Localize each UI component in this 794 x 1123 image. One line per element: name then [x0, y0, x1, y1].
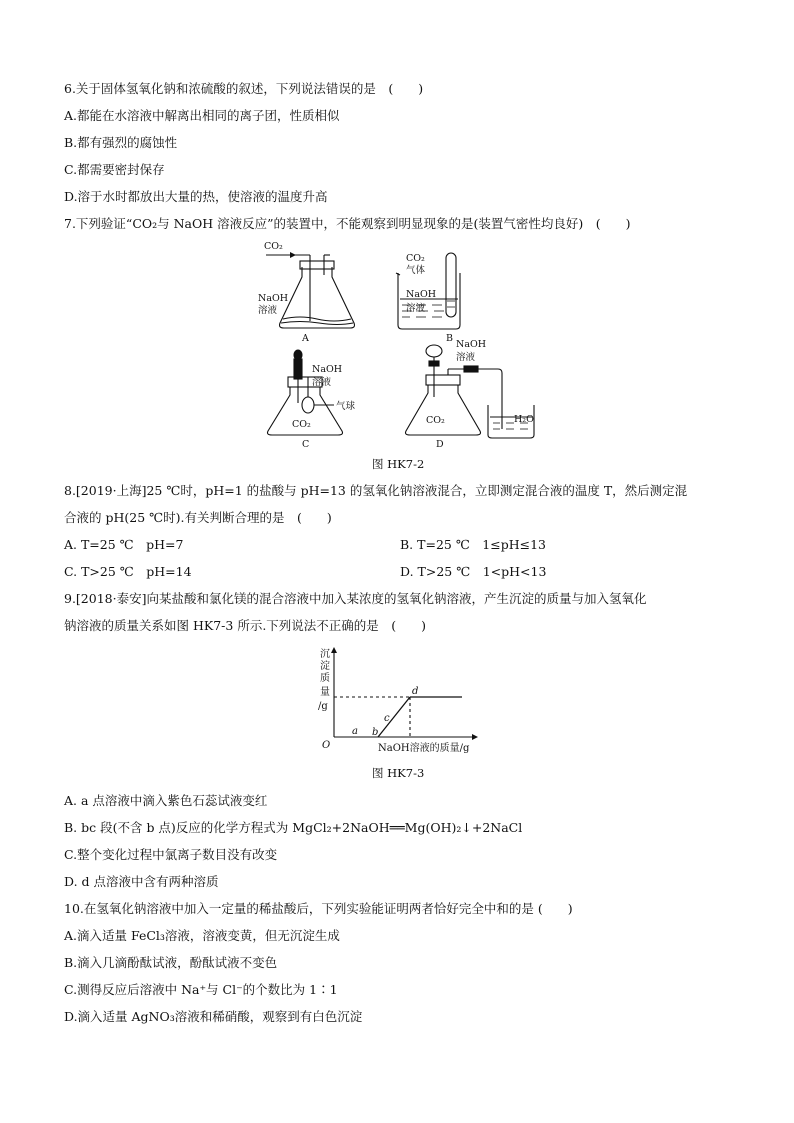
fig-b-liquid2: 溶液	[406, 303, 426, 314]
q9-option-a: A. a 点溶液中滴入紫色石蕊试液变红	[64, 793, 268, 808]
apparatus-a	[268, 255, 355, 328]
graph-point-d: d	[412, 686, 419, 697]
graph-xlabel: NaOH溶液的质量/g	[378, 743, 470, 754]
q10-option-c: C.测得反应后溶液中 Na⁺与 Cl⁻的个数比为 1∶1	[64, 982, 338, 997]
fig-b-liquid1: NaOH	[406, 289, 437, 300]
fig-d-liquid2: 溶液	[456, 352, 476, 363]
q6-option-d: D.溶于水时都放出大量的热，使溶液的温度升高	[64, 189, 328, 204]
q7-stem: 7.下列验证“CO₂与 NaOH 溶液反应”的装置中，不能观察到明显现象的是(装置气密性均良好) ( )	[64, 216, 631, 231]
fig-d-liquid1: NaOH	[456, 339, 487, 350]
fig-b-gas2: 气体	[406, 265, 426, 276]
q7-apparatus-figure	[250, 235, 550, 450]
q10-option-a: A.滴入适量 FeCl₃溶液，溶液变黄，但无沉淀生成	[64, 928, 340, 943]
graph-point-a: a	[352, 726, 358, 737]
fig-c-liquid1: NaOH	[312, 364, 343, 375]
q8-stem-line1: 8.[2019·上海]25 ℃时，pH=1 的盐酸与 pH=13 的氢氧化钠溶液混合，立即测定混合液的温度 T，然后测定混	[64, 483, 688, 498]
fig-d-gas: CO₂	[426, 415, 445, 426]
graph-ylabel-5: /g	[318, 701, 328, 712]
graph-origin: O	[322, 740, 331, 751]
q9-option-b: B. bc 段(不含 b 点)反应的化学方程式为 MgCl₂+2NaOH══Mg(OH)₂↓+2NaCl	[64, 820, 523, 835]
fig-a-liquid2: 溶液	[258, 305, 278, 316]
q8-option-a: A. T=25 ℃ pH=7	[64, 537, 184, 552]
graph-ylabel-2: 淀	[320, 661, 330, 672]
fig-b-letter: B	[446, 333, 453, 344]
q6-option-b: B.都有强烈的腐蚀性	[64, 135, 178, 150]
q8-option-c: C. T>25 ℃ pH=14	[64, 564, 192, 579]
fig-a-gas: CO₂	[264, 241, 283, 252]
q8-option-b: B. T=25 ℃ 1≤pH≤13	[400, 537, 547, 552]
fig-a-liquid1: NaOH	[258, 293, 289, 304]
q10-option-d: D.滴入适量 AgNO₃溶液和稀硝酸，观察到有白色沉淀	[64, 1009, 363, 1024]
q9-graph	[312, 645, 492, 757]
graph-ylabel-1: 沉	[320, 649, 330, 660]
q10-option-b: B.滴入几滴酚酞试液，酚酞试液不变色	[64, 955, 278, 970]
graph-ylabel-3: 质	[320, 673, 330, 684]
fig-c-liquid2: 溶液	[312, 377, 332, 388]
fig-d-water: H₂O	[514, 414, 534, 425]
graph-point-b: b	[372, 727, 379, 738]
q9-figure-caption: 图 HK7-3	[372, 766, 425, 780]
fig-a-letter: A	[302, 333, 309, 344]
fig-c-letter: C	[302, 439, 310, 450]
q8-option-d: D. T>25 ℃ 1<pH<13	[400, 564, 547, 579]
q6-option-c: C.都需要密封保存	[64, 162, 165, 177]
fig-d-letter: D	[436, 439, 444, 450]
q9-stem-line2: 钠溶液的质量关系如图 HK7-3 所示.下列说法不正确的是 ( )	[64, 618, 427, 633]
fig-b-gas1: CO₂	[406, 253, 425, 264]
fig-c-gas: CO₂	[292, 419, 311, 430]
q10-stem: 10.在氢氧化钠溶液中加入一定量的稀盐酸后，下列实验能证明两者恰好完全中和的是 ( )	[64, 901, 573, 916]
q6-option-a: A.都能在水溶液中解离出相同的离子团，性质相似	[64, 108, 340, 123]
q7-figure-caption: 图 HK7-2	[372, 457, 425, 471]
graph-point-c: c	[384, 713, 390, 724]
fig-c-balloon: 气球	[336, 401, 356, 412]
q9-option-c: C.整个变化过程中氯离子数目没有改变	[64, 847, 278, 862]
q8-stem-line2: 合液的 pH(25 ℃时).有关判断合理的是 ( )	[64, 510, 332, 525]
q6-stem: 6.关于固体氢氧化钠和浓硫酸的叙述，下列说法错误的是 ( )	[64, 81, 424, 96]
q9-option-d: D. d 点溶液中含有两种溶质	[64, 874, 219, 889]
graph-ylabel-4: 量	[320, 687, 330, 698]
q9-stem-line1: 9.[2018·泰安]向某盐酸和氯化镁的混合溶液中加入某浓度的氢氧化钠溶液，产生沉淀的质量与加入氢氧化	[64, 591, 647, 606]
